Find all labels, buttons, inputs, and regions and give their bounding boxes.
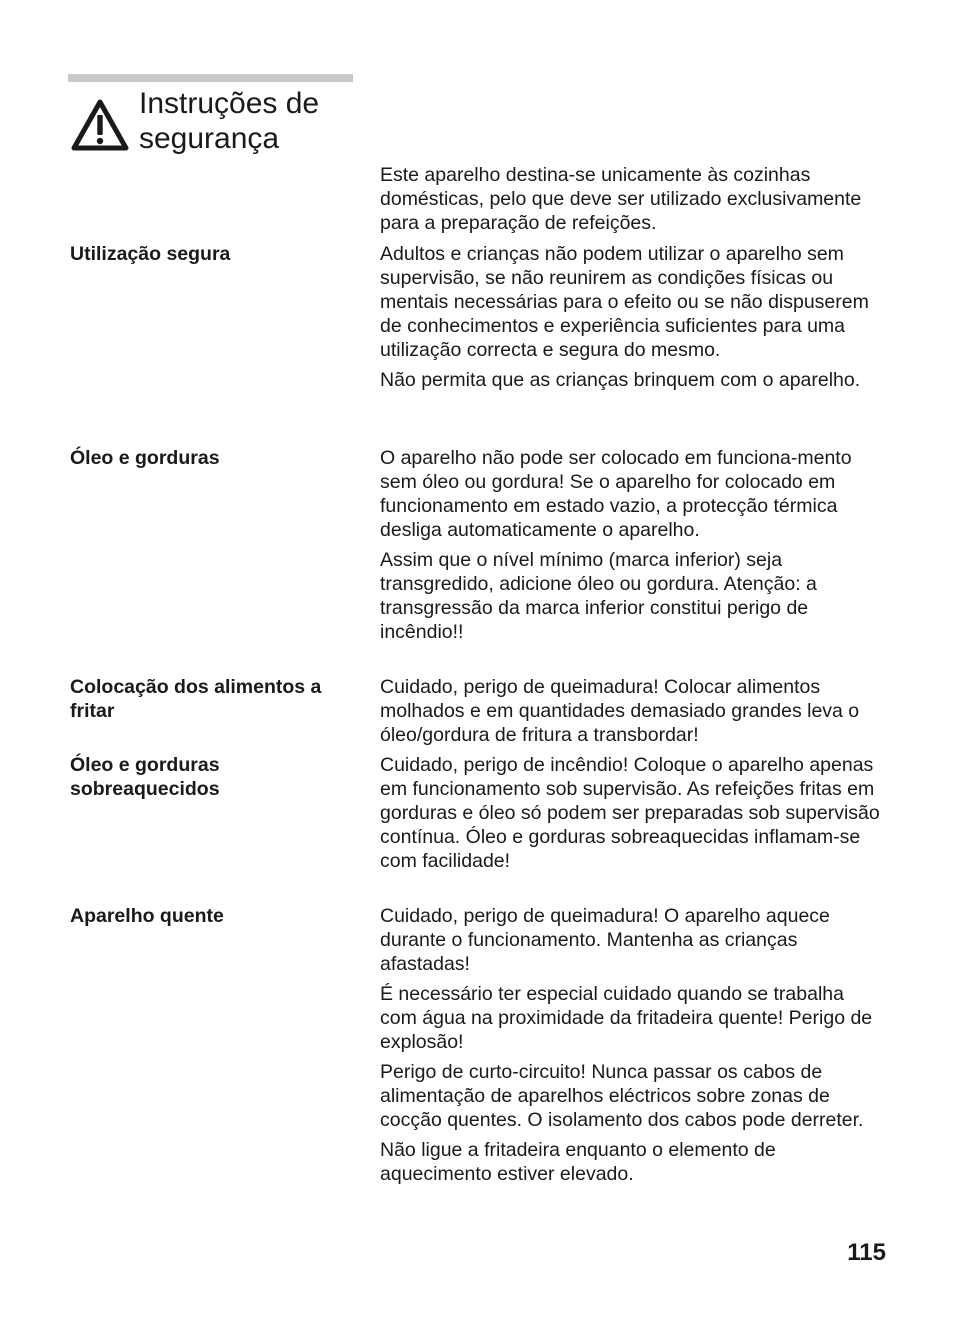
section-label: Óleo e gorduras	[70, 447, 220, 469]
section-paragraph: O aparelho não pode ser colocado em funciona-mento sem óleo ou gordura! Se o aparelho for colocado em funcionamento em estado vazio, a protecção térmica desliga automaticamente o aparelho.	[380, 447, 852, 541]
section-paragraph: Não ligue a fritadeira enquanto o elemento de aquecimento estiver elevado.	[380, 1139, 776, 1185]
section-body	[380, 753, 880, 873]
page-title	[139, 86, 379, 156]
warning-triangle-icon	[70, 98, 130, 152]
section-body	[380, 675, 880, 747]
section-label: Aparelho quente	[70, 905, 224, 927]
section-body	[380, 904, 880, 1186]
section-body	[380, 446, 880, 644]
page-title-line2: segurança	[139, 122, 280, 155]
section-paragraph: Cuidado, perigo de incêndio! Coloque o aparelho apenas em funcionamento sob supervisão. As refeições fritas em gorduras e óleo só podem ser preparadas sob supervisão contínua. Óleo e gorduras sobreaquecidas inflamam-se com facilidade!	[380, 754, 880, 872]
section-label: Colocação dos alimentos a fritar	[70, 676, 322, 722]
section-paragraph: Adultos e crianças não podem utilizar o aparelho sem supervisão, se não reunirem as condições físicas ou mentais necessárias para o efeito ou se não dispuserem de conhecimentos e experiência suficientes para uma utilização correcta e segura do mesmo.	[380, 243, 869, 361]
intro-paragraph: Este aparelho destina-se unicamente às cozinhas domésticas, pelo que deve ser utilizado exclusivamente para a preparação de refeições.	[380, 164, 862, 234]
header-rule	[68, 74, 353, 82]
section-paragraph: Assim que o nível mínimo (marca inferior) seja transgredido, adicione óleo ou gordura. Atenção: a transgressão da marca inferior constitui perigo de incêndio!!	[380, 549, 817, 643]
section-paragraph: Não permita que as crianças brinquem com o aparelho.	[380, 369, 861, 391]
page-number: 115	[847, 1239, 886, 1266]
section-label: Utilização segura	[70, 243, 231, 265]
section-paragraph: Cuidado, perigo de queimadura! O aparelho aquece durante o funcionamento. Mantenha as crianças afastadas!	[380, 905, 830, 975]
page-title-line1: Instruções de	[139, 87, 320, 120]
section-body	[380, 242, 880, 392]
section-paragraph: Perigo de curto-circuito! Nunca passar os cabos de alimentação de aparelhos eléctricos sobre zonas de cocção quentes. O isolamento dos cabos pode derreter.	[380, 1061, 864, 1131]
section-label: Óleo e gorduras sobreaquecidos	[70, 754, 220, 800]
section-paragraph: É necessário ter especial cuidado quando se trabalha com água na proximidade da fritadeira quente! Perigo de explosão!	[380, 983, 873, 1053]
section-paragraph: Cuidado, perigo de queimadura! Colocar alimentos molhados e em quantidades demasiado grandes leva o óleo/gordura de fritura a transbordar!	[380, 676, 860, 746]
